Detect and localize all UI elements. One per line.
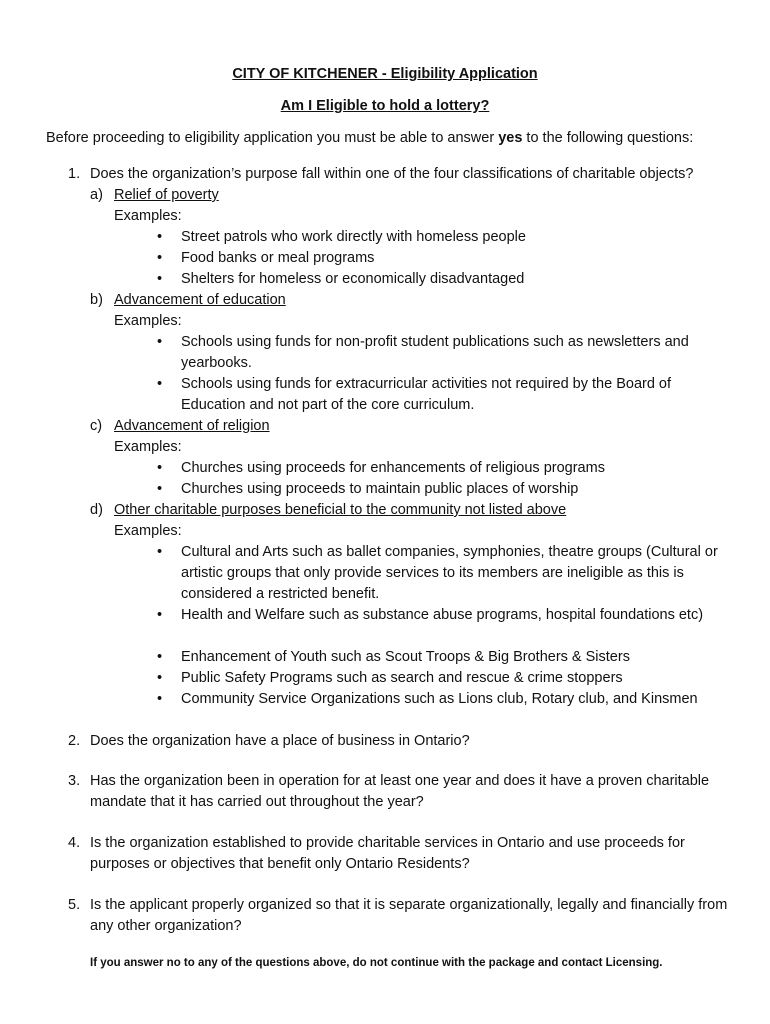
examples-label: Examples: bbox=[114, 208, 182, 224]
question-number: 1. bbox=[68, 166, 81, 182]
list-item-text: Churches using proceeds for enhancements of religious programs bbox=[181, 460, 605, 476]
question-text: Does the organization have a place of business in Ontario? bbox=[90, 733, 470, 749]
list-item-text: Shelters for homeless or economically disadvantaged bbox=[181, 271, 525, 287]
document-subtitle: Am I Eligible to hold a lottery? bbox=[280, 98, 490, 114]
list-item bbox=[157, 647, 729, 668]
question-5 bbox=[68, 895, 728, 937]
bullet-icon: • bbox=[157, 481, 163, 497]
list-item-text: Public Safety Programs such as search and rescue & crime stoppers bbox=[181, 670, 623, 686]
category-a bbox=[90, 185, 219, 206]
question-number: 2. bbox=[68, 733, 81, 749]
question-1 bbox=[68, 164, 728, 185]
question-2 bbox=[68, 731, 728, 752]
category-name: Relief of poverty bbox=[114, 187, 219, 203]
intro-text bbox=[46, 130, 693, 146]
list-item-text: Enhancement of Youth such as Scout Troops & Big Brothers & Sisters bbox=[181, 649, 630, 665]
question-4 bbox=[68, 833, 728, 875]
list-item-text: Cultural and Arts such as ballet companies, symphonies, theatre groups (Cultural or artistic groups that only provide services to its members are ineligible as this is considered a restricted benefit. bbox=[181, 544, 718, 602]
footer-note: If you answer no to any of the questions above, do not continue with the package and contact Licensing. bbox=[90, 957, 663, 969]
list-item-text: Schools using funds for non-profit student publications such as newsletters and yearbooks. bbox=[181, 334, 689, 371]
bullet-icon: • bbox=[157, 334, 163, 350]
category-name: Other charitable purposes beneficial to the community not listed above bbox=[114, 502, 567, 518]
list-item bbox=[157, 668, 729, 689]
list-item-text: Churches using proceeds to maintain public places of worship bbox=[181, 481, 579, 497]
bullet-icon: • bbox=[157, 670, 163, 686]
category-letter: c) bbox=[90, 418, 103, 434]
category-letter: d) bbox=[90, 502, 103, 518]
list-item-text: Health and Welfare such as substance abuse programs, hospital foundations etc) bbox=[181, 607, 704, 623]
examples-label: Examples: bbox=[114, 523, 182, 539]
question-text: Does the organization’s purpose fall within one of the four classifications of charitable objects? bbox=[90, 166, 694, 182]
category-letter: a) bbox=[90, 187, 103, 203]
category-d bbox=[90, 500, 566, 521]
intro-after: to the following questions: bbox=[522, 130, 694, 146]
category-letter: b) bbox=[90, 292, 103, 308]
list-item bbox=[157, 374, 729, 416]
bullet-icon: • bbox=[157, 607, 163, 623]
list-item bbox=[157, 269, 729, 290]
list-item bbox=[157, 458, 729, 479]
bullet-icon: • bbox=[157, 460, 163, 476]
document-title: CITY OF KITCHENER - Eligibility Application bbox=[232, 66, 538, 82]
question-text: Has the organization been in operation for at least one year and does it have a proven charitable mandate that it has carried out throughout the year? bbox=[90, 773, 710, 810]
list-item bbox=[157, 332, 729, 374]
bullet-icon: • bbox=[157, 376, 163, 392]
question-text: Is the organization established to provide charitable services in Ontario and use proceeds for purposes or objectives that benefit only Ontario Residents? bbox=[90, 835, 685, 872]
bullet-icon: • bbox=[157, 649, 163, 665]
list-item bbox=[157, 248, 729, 269]
intro-before: Before proceeding to eligibility application you must be able to answer bbox=[46, 130, 499, 146]
list-item-text: Food banks or meal programs bbox=[181, 250, 375, 266]
question-3 bbox=[68, 771, 728, 813]
bullet-icon: • bbox=[157, 229, 163, 245]
category-b bbox=[90, 290, 286, 311]
category-name: Advancement of religion bbox=[114, 418, 270, 434]
bullet-icon: • bbox=[157, 544, 163, 560]
list-item bbox=[157, 227, 729, 248]
examples-label: Examples: bbox=[114, 313, 182, 329]
intro-emphasis: yes bbox=[498, 130, 523, 146]
question-number: 4. bbox=[68, 835, 81, 851]
question-number: 5. bbox=[68, 897, 81, 913]
bullet-icon: • bbox=[157, 271, 163, 287]
list-item-text: Street patrols who work directly with homeless people bbox=[181, 229, 526, 245]
list-item bbox=[157, 542, 729, 605]
list-item bbox=[157, 605, 729, 626]
question-text: Is the applicant properly organized so that it is separate organizationally, legally and financially from any other organization? bbox=[90, 897, 728, 934]
list-item bbox=[157, 479, 729, 500]
list-item bbox=[157, 689, 729, 710]
bullet-icon: • bbox=[157, 250, 163, 266]
question-number: 3. bbox=[68, 773, 81, 789]
list-item-text: Schools using funds for extracurricular activities not required by the Board of Education and not part of the core curriculum. bbox=[181, 376, 672, 413]
category-name: Advancement of education bbox=[114, 292, 286, 308]
examples-label: Examples: bbox=[114, 439, 182, 455]
list-item-text: Community Service Organizations such as Lions club, Rotary club, and Kinsmen bbox=[181, 691, 698, 707]
bullet-icon: • bbox=[157, 691, 163, 707]
category-c bbox=[90, 416, 270, 437]
